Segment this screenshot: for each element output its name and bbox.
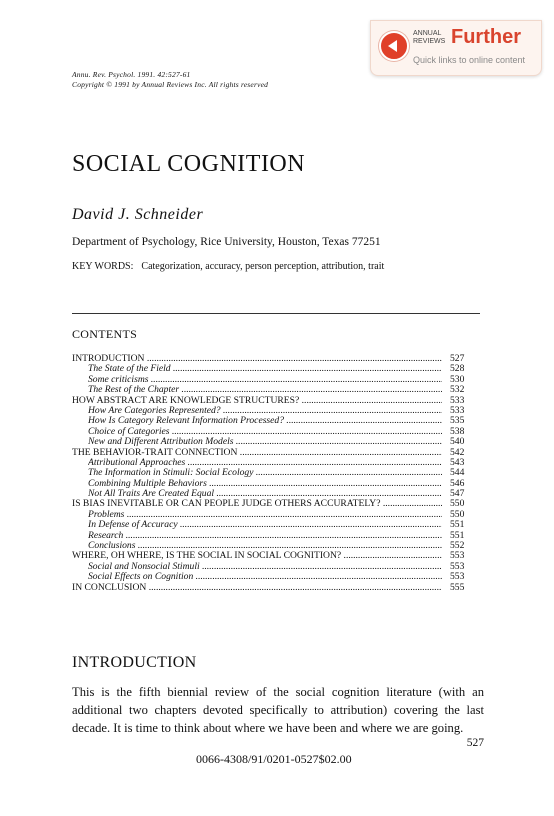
toc-entry-title: The Information in Stimuli: Social Ecology ..... — [88, 468, 442, 478]
banner-annual-label: ANNUAL — [413, 30, 442, 37]
toc-entry[interactable] — [72, 354, 484, 364]
toc-entry-page: 533 — [450, 406, 484, 416]
toc-entry-page: 550 — [450, 499, 484, 509]
toc-entry-page: 538 — [450, 427, 484, 437]
toc-entry[interactable] — [72, 375, 484, 385]
toc-entry-title: New and Different Attribution Models ..... — [88, 437, 442, 447]
toc-entry-page: 540 — [450, 437, 484, 447]
toc-entry-page: 542 — [450, 448, 484, 458]
toc-entry-title: IN CONCLUSION ..... — [72, 583, 442, 593]
toc-entry[interactable] — [72, 541, 484, 551]
contents-heading: CONTENTS — [72, 327, 138, 341]
toc-entry-title: Choice of Categories ..... — [88, 427, 442, 437]
toc-entry[interactable] — [72, 531, 484, 541]
toc-entry-title: Attributional Approaches ..... — [88, 458, 442, 468]
toc-entry[interactable] — [72, 385, 484, 395]
toc-entry-title: Problems ..... — [88, 510, 442, 520]
toc-entry[interactable] — [72, 489, 484, 499]
intro-heading: INTRODUCTION — [72, 654, 197, 671]
toc-entry-page: 532 — [450, 385, 484, 395]
toc-entry[interactable] — [72, 364, 484, 374]
banner-further-label: Further — [451, 26, 521, 48]
toc-entry-page: 544 — [450, 468, 484, 478]
author-name: David J. Schneider — [72, 206, 204, 223]
page-title: SOCIAL COGNITION — [72, 151, 306, 177]
toc-entry-page: 533 — [450, 396, 484, 406]
toc-entry-title: Some criticisms ..... — [88, 375, 442, 385]
citation-line-1: Annu. Rev. Psychol. 1991. 42:527-61 — [72, 70, 191, 79]
toc-entry-title: WHERE, OH WHERE, IS THE SOCIAL IN SOCIAL COGNITION? ..... — [72, 551, 442, 561]
toc-entry-title: HOW ABSTRACT ARE KNOWLEDGE STRUCTURES? ..... — [72, 396, 442, 406]
toc-entry-title: In Defense of Accuracy ..... — [88, 520, 442, 530]
play-back-icon[interactable] — [379, 31, 409, 61]
toc-entry-page: 547 — [450, 489, 484, 499]
intro-paragraph: This is the fifth biennial review of the social cognition literature (with an additional two chapters devoted specifically to attribution) covering the last decade. It is time to think about where we have been and where we are going. — [72, 685, 484, 735]
toc-entry-page: 535 — [450, 416, 484, 426]
toc-entry-title: How Is Category Relevant Information Processed? ..... — [88, 416, 442, 426]
toc-entry[interactable] — [72, 583, 484, 593]
toc-entry-page: 543 — [450, 458, 484, 468]
banner-reviews-label: REVIEWS — [413, 38, 446, 45]
toc-entry[interactable] — [72, 396, 484, 406]
toc-entry-title: Not All Traits Are Created Equal ..... — [88, 489, 442, 499]
toc-entry[interactable] — [72, 406, 484, 416]
toc-entry-title: The Rest of the Chapter ..... — [88, 385, 442, 395]
toc-entry[interactable] — [72, 551, 484, 561]
toc-entry-title: INTRODUCTION ..... — [72, 354, 442, 364]
toc-entry-title: Conclusions ..... — [88, 541, 442, 551]
toc-entry-page: 553 — [450, 572, 484, 582]
banner-quick-links[interactable]: Quick links to online content — [413, 55, 526, 65]
toc-entry-title: Social and Nonsocial Stimuli ..... — [88, 562, 442, 572]
toc-entry-title: Combining Multiple Behaviors ..... — [88, 479, 442, 489]
toc-entry-page: 553 — [450, 562, 484, 572]
toc-entry-page: 546 — [450, 479, 484, 489]
toc-entry[interactable] — [72, 562, 484, 572]
toc-entry-title: The State of the Field ..... — [88, 364, 442, 374]
divider-rule — [72, 313, 480, 314]
toc-entry-title: Research ..... — [88, 531, 442, 541]
toc-entry-page: 553 — [450, 551, 484, 561]
toc-entry-page: 530 — [450, 375, 484, 385]
toc-entry[interactable] — [72, 458, 484, 468]
toc-entry-title: THE BEHAVIOR-TRAIT CONNECTION ..... — [72, 448, 442, 458]
toc-entry-page: 555 — [450, 583, 484, 593]
affiliation: Department of Psychology, Rice University, Houston, Texas 77251 — [72, 236, 381, 248]
toc-entry[interactable] — [72, 416, 484, 426]
toc-entry-page: 552 — [450, 541, 484, 551]
toc-entry[interactable] — [72, 468, 484, 478]
table-of-contents — [72, 354, 484, 593]
toc-entry-title: How Are Categories Represented? ..... — [88, 406, 442, 416]
toc-entry-page: 551 — [450, 520, 484, 530]
toc-entry[interactable] — [72, 427, 484, 437]
citation-line-2: Copyright © 1991 by Annual Reviews Inc. All rights reserved — [72, 80, 269, 89]
toc-entry[interactable] — [72, 572, 484, 582]
toc-entry[interactable] — [72, 448, 484, 458]
toc-entry[interactable] — [72, 510, 484, 520]
further-banner[interactable] — [370, 20, 542, 76]
keywords-label: KEY WORDS: — [72, 261, 134, 272]
toc-entry-page: 551 — [450, 531, 484, 541]
keywords-text: Categorization, accuracy, person perception, attribution, trait — [141, 261, 385, 272]
toc-entry[interactable] — [72, 499, 484, 509]
toc-entry-page: 550 — [450, 510, 484, 520]
toc-entry-title: Social Effects on Cognition ..... — [88, 572, 442, 582]
toc-entry[interactable] — [72, 479, 484, 489]
page-number: 527 — [466, 737, 484, 749]
toc-entry-title: IS BIAS INEVITABLE OR CAN PEOPLE JUDGE OTHERS ACCURATELY? ..... — [72, 499, 442, 509]
toc-entry-page: 528 — [450, 364, 484, 374]
toc-entry[interactable] — [72, 520, 484, 530]
toc-entry-page: 527 — [450, 354, 484, 364]
footer-code: 0066-4308/91/0201-0527$02.00 — [196, 752, 352, 766]
keywords — [72, 261, 384, 272]
toc-entry[interactable] — [72, 437, 484, 447]
